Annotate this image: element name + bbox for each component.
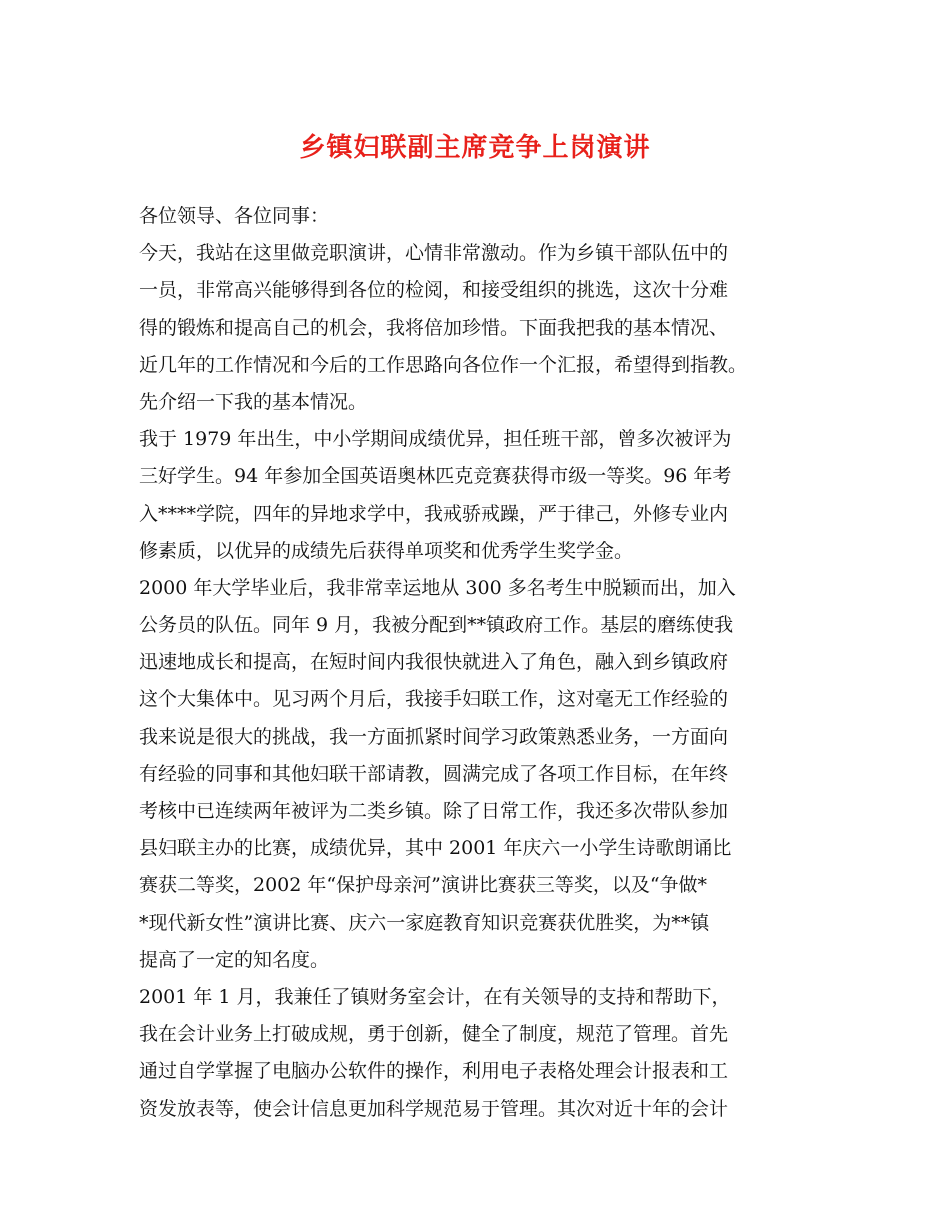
text-line: 今天，我站在这里做竞职演讲，心情非常激动。作为乡镇干部队伍中的	[139, 242, 729, 265]
text-line: 入****学院，四年的异地求学中，我戒骄戒躁，严于律己，外修专业内	[139, 502, 729, 525]
text-line: 县妇联主办的比赛，成绩优异，其中 2001 年庆六一小学生诗歌朗诵比	[139, 837, 732, 860]
text-line: 近几年的工作情况和今后的工作思路向各位作一个汇报，希望得到指教。	[139, 353, 748, 376]
text-line: 得的锻炼和提高自己的机会，我将倍加珍惜。下面我把我的基本情况、	[139, 316, 729, 339]
document-title: 乡镇妇联副主席竞争上岗演讲	[299, 133, 651, 163]
text-line: 2001 年 1 月，我兼任了镇财务室会计，在有关领导的支持和帮助下，	[139, 985, 731, 1008]
text-line: 先介绍一下我的基本情况。	[139, 390, 368, 413]
text-line: 有经验的同事和其他妇联干部请教，圆满完成了各项工作目标，在年终	[139, 762, 729, 785]
text-line: 我在会计业务上打破成规，勇于创新，健全了制度，规范了管理。首先	[139, 1023, 729, 1046]
document-body	[139, 198, 829, 1128]
text-line: 我来说是很大的挑战，我一方面抓紧时间学习政策熟悉业务，一方面向	[139, 725, 729, 748]
text-line: 通过自学掌握了电脑办公软件的操作，利用电子表格处理会计报表和工	[139, 1060, 729, 1083]
text-line: 2000 年大学毕业后，我非常幸运地从 300 多名考生中脱颖而出，加入	[139, 576, 736, 599]
text-line: *现代新女性”演讲比赛、庆六一家庭教育知识竞赛获优胜奖，为**镇	[139, 911, 710, 934]
text-line: 一员，非常高兴能够得到各位的检阅，和接受组织的挑选，这次十分难	[139, 279, 729, 302]
text-line: 各位领导、各位同事：	[139, 205, 330, 227]
text-line: 修素质，以优异的成绩先后获得单项奖和优秀学生奖学金。	[139, 539, 634, 562]
text-line: 提高了一定的知名度。	[139, 948, 330, 971]
text-line: 资发放表等，使会计信息更加科学规范易于管理。其次对近十年的会计	[139, 1097, 729, 1120]
text-line: 三好学生。94 年参加全国英语奥林匹克竞赛获得市级一等奖。96 年考	[139, 465, 732, 488]
text-line: 考核中已连续两年被评为二类乡镇。除了日常工作，我还多次带队参加	[139, 800, 729, 822]
text-line: 公务员的队伍。同年 9 月，我被分配到**镇政府工作。基层的磨练使我	[139, 614, 734, 637]
text-line: 赛获二等奖，2002 年“保护母亲河”演讲比赛获三等奖，以及“争做*	[139, 874, 708, 897]
text-line: 这个大集体中。见习两个月后，我接手妇联工作，这对毫无工作经验的	[139, 688, 729, 711]
text-line: 迅速地成长和提高，在短时间内我很快就进入了角色，融入到乡镇政府	[139, 651, 729, 674]
text-line: 我于 1979 年出生，中小学期间成绩优异，担任班干部，曾多次被评为	[139, 428, 732, 451]
